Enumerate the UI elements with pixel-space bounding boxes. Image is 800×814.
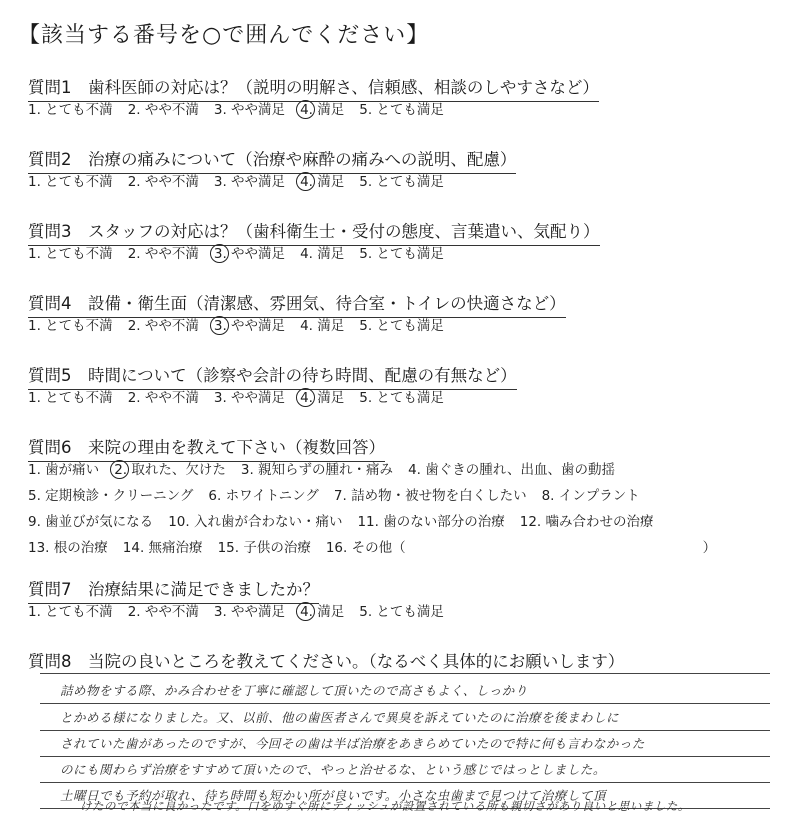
option-label: とても不満 — [40, 604, 113, 620]
answer-options — [28, 314, 459, 334]
option-label: 満足 — [312, 390, 345, 406]
handwritten-answer-line: 土曜日でも予約が取れ、待ち時間も短かい所が良いです。小さな虫歯まで見つけて治療して頂 — [60, 788, 606, 803]
option-label: 親知らずの腫れ・痛み — [253, 462, 394, 478]
option-number: 1. — [28, 390, 41, 406]
answer-ruled-line — [40, 673, 770, 674]
question-title: 質問4 設備・衛生面（清潔感、雰囲気、待合室・トイレの快適さなど） — [28, 290, 566, 318]
answer-option[interactable] — [128, 242, 199, 262]
option-number: 5. — [28, 488, 41, 504]
answer-option[interactable] — [214, 98, 285, 118]
option-label: インプラント — [554, 488, 640, 504]
option-label: やや満足 — [226, 604, 286, 620]
answer-option[interactable] — [300, 242, 344, 262]
answer-option[interactable] — [214, 386, 285, 406]
option-number: 5. — [359, 174, 373, 190]
question-title: 質問7 治療結果に満足できましたか？ — [28, 576, 319, 604]
option-number: 1. — [28, 174, 41, 190]
option-number: 4. — [408, 462, 421, 478]
question-title: 質問5 時間について（診察や会計の待ち時間、配慮の有無など） — [28, 362, 517, 390]
reason-option[interactable] — [218, 536, 311, 556]
option-label: ホワイトニング — [221, 488, 319, 504]
option-number: 15. — [217, 540, 240, 556]
option-number: 5. — [359, 318, 373, 334]
option-number: 5. — [359, 102, 373, 118]
option-label: 歯のない部分の治療 — [378, 514, 505, 530]
reason-option[interactable] — [114, 458, 226, 478]
option-number: 7. — [333, 488, 347, 504]
option-number: 1. — [28, 246, 41, 262]
option-number: 2. — [127, 318, 141, 334]
handwritten-answer-line: とかめる様になりました。又、以前、他の歯医者さんで異臭を訴えていたのに治療を後まわしに — [60, 710, 620, 725]
option-label: 噛み合わせの治療 — [541, 514, 654, 530]
option-label: 入れ歯が合わない・痛い — [189, 514, 343, 530]
option-label: 満足 — [312, 246, 345, 262]
reason-row — [28, 510, 731, 536]
handwritten-answer-line: されていた歯があったのですが、今回その歯は半ば治療をあきらめていたので特に何も言わなかった — [60, 736, 645, 751]
option-label: やや不満 — [140, 604, 199, 620]
answer-ruled-line — [40, 703, 770, 704]
reason-option[interactable] — [28, 536, 108, 556]
option-number: 3. — [213, 318, 227, 334]
option-number: 4. — [300, 604, 313, 620]
reason-option[interactable] — [168, 510, 342, 530]
reason-option[interactable] — [28, 458, 99, 478]
option-number: 1. — [28, 604, 41, 620]
answer-option[interactable] — [128, 386, 199, 406]
reason-option[interactable] — [28, 484, 193, 504]
option-number: 2. — [127, 246, 141, 262]
answer-option[interactable] — [128, 314, 199, 334]
reason-row — [28, 536, 731, 562]
handwritten-answer-line: けたので本当に良かったです。口をゆすぐ所にティッシュが設置されている所も親切さがあり良いと思いました。 — [80, 799, 690, 813]
handwritten-answer-line: のにも関わらず治療をすすめて頂いたので、やっと治せるな、という感じではっとしました。 — [60, 762, 606, 777]
option-label: とても不満 — [40, 318, 113, 334]
option-number: 9. — [28, 514, 41, 530]
option-label: やや満足 — [226, 174, 286, 190]
option-number: 1. — [28, 318, 41, 334]
option-number: 4. — [300, 390, 313, 406]
option-number: 8. — [541, 488, 555, 504]
option-number: 13. — [28, 540, 50, 556]
reason-option[interactable] — [28, 510, 153, 530]
answer-option[interactable] — [214, 314, 285, 334]
option-number: 3. — [213, 102, 227, 118]
answer-option[interactable] — [300, 314, 344, 334]
reason-row — [28, 484, 731, 510]
option-number: 4. — [300, 174, 313, 190]
option-number: 3. — [240, 462, 254, 478]
question-title: 質問2 治療の痛みについて（治療や麻酔の痛みへの説明、配慮） — [28, 146, 516, 174]
option-label: やや不満 — [140, 246, 199, 262]
question-title: 質問1 歯科医師の対応は？（説明の明解さ、信頼感、相談のしやすさなど） — [28, 74, 599, 102]
option-label: やや不満 — [140, 174, 199, 190]
reason-option[interactable] — [241, 458, 393, 478]
answer-options — [28, 98, 459, 118]
option-label: 歯が痛い — [40, 462, 100, 478]
option-number: 10. — [168, 514, 190, 530]
option-number: 11. — [357, 514, 379, 530]
answer-options — [28, 386, 459, 406]
answer-ruled-line — [40, 730, 770, 731]
option-number: 3. — [213, 246, 227, 262]
answer-ruled-line — [40, 756, 770, 757]
answer-option[interactable] — [359, 314, 444, 334]
option-number: 4. — [300, 318, 313, 334]
option-label: やや不満 — [140, 318, 199, 334]
answer-option[interactable] — [359, 386, 444, 406]
answer-ruled-line — [40, 782, 770, 783]
answer-option[interactable] — [359, 170, 444, 190]
option-label: 定期検診・クリーニング — [40, 488, 194, 504]
question-title: 質問3 スタッフの対応は？（歯科衛生士・受付の態度、言葉遣い、気配り） — [28, 218, 600, 246]
option-number: 3. — [213, 174, 227, 190]
answer-option[interactable] — [214, 600, 285, 620]
answer-option[interactable] — [28, 98, 113, 118]
option-label: とても満足 — [372, 318, 444, 334]
option-label: 満足 — [312, 174, 345, 190]
option-number: 6. — [208, 488, 222, 504]
option-label: とても満足 — [372, 174, 444, 190]
option-number: 5. — [359, 390, 373, 406]
option-label: とても不満 — [40, 246, 113, 262]
reason-option[interactable] — [520, 510, 654, 530]
option-number: 3. — [213, 390, 227, 406]
option-number: 12. — [519, 514, 542, 530]
question-title: 質問6 来院の理由を教えて下さい（複数回答） — [28, 434, 385, 462]
option-number: 2. — [127, 604, 141, 620]
answer-option[interactable] — [28, 314, 113, 334]
option-label: とても不満 — [40, 174, 113, 190]
option-label: 歯並びが気になる — [40, 514, 154, 530]
option-number: 5. — [359, 604, 373, 620]
answer-option[interactable] — [300, 98, 344, 118]
option-number: 2. — [127, 390, 141, 406]
option-label: 取れた、欠けた — [127, 462, 226, 478]
option-label: その他（ ） — [347, 540, 717, 556]
option-number: 1. — [28, 102, 41, 118]
option-label: やや不満 — [140, 390, 199, 406]
answer-options — [28, 600, 459, 620]
option-label: 根の治療 — [49, 540, 108, 556]
option-number: 2. — [127, 174, 141, 190]
option-label: とても満足 — [372, 604, 444, 620]
option-number: 2. — [114, 462, 128, 478]
option-label: やや満足 — [226, 102, 286, 118]
reason-option[interactable] — [123, 536, 203, 556]
option-label: やや満足 — [226, 318, 286, 334]
option-number: 1. — [28, 462, 41, 478]
answer-option[interactable] — [28, 386, 113, 406]
option-label: 満足 — [312, 604, 345, 620]
instruction-header: 【該当する番号を○で囲んでください】 — [18, 23, 430, 48]
answer-option[interactable] — [128, 170, 199, 190]
question-title: 質問8 当院の良いところを教えてください。（なるべく具体的にお願いします） — [28, 652, 625, 671]
option-label: 子供の治療 — [239, 540, 311, 556]
answer-option[interactable] — [300, 170, 344, 190]
option-label: 詰め物・被せ物を白くしたい — [346, 488, 527, 504]
option-label: とても満足 — [372, 102, 444, 118]
option-label: 無痛治療 — [144, 540, 203, 556]
answer-option[interactable] — [300, 600, 344, 620]
answer-option[interactable] — [128, 600, 199, 620]
answer-option[interactable] — [128, 98, 199, 118]
reason-option[interactable] — [334, 484, 527, 504]
answer-options — [28, 242, 459, 262]
option-label: 満足 — [312, 102, 345, 118]
option-number: 5. — [359, 246, 373, 262]
option-label: とても不満 — [40, 390, 113, 406]
option-label: 満足 — [312, 318, 345, 334]
option-label: やや満足 — [226, 390, 286, 406]
option-label: とても満足 — [372, 390, 444, 406]
reason-options — [28, 458, 731, 562]
answer-option[interactable] — [300, 386, 344, 406]
answer-option[interactable] — [214, 170, 285, 190]
answer-option[interactable] — [28, 600, 113, 620]
answer-option[interactable] — [28, 170, 113, 190]
reason-option[interactable] — [208, 484, 318, 504]
option-number: 4. — [300, 102, 313, 118]
reason-option[interactable] — [326, 536, 716, 556]
option-number: 4. — [300, 246, 313, 262]
handwritten-answer-line: 詰め物をする際、かみ合わせを丁寧に確認して頂いたので高さもよく、しっかり — [60, 683, 528, 698]
option-number: 16. — [325, 540, 348, 556]
option-label: とても満足 — [372, 246, 444, 262]
option-label: 歯ぐきの腫れ、出血、歯の動揺 — [420, 462, 616, 478]
option-number: 3. — [213, 604, 227, 620]
option-label: とても不満 — [40, 102, 113, 118]
option-number: 14. — [122, 540, 145, 556]
reason-option[interactable] — [542, 484, 640, 504]
reason-option[interactable] — [408, 458, 615, 478]
answer-option[interactable] — [214, 242, 285, 262]
option-label: やや満足 — [226, 246, 286, 262]
answer-option[interactable] — [359, 98, 444, 118]
option-number: 2. — [127, 102, 141, 118]
answer-option[interactable] — [359, 600, 444, 620]
reason-row — [28, 458, 731, 484]
answer-options — [28, 170, 459, 190]
reason-option[interactable] — [357, 510, 504, 530]
option-label: やや不満 — [140, 102, 199, 118]
answer-option[interactable] — [359, 242, 444, 262]
answer-option[interactable] — [28, 242, 113, 262]
